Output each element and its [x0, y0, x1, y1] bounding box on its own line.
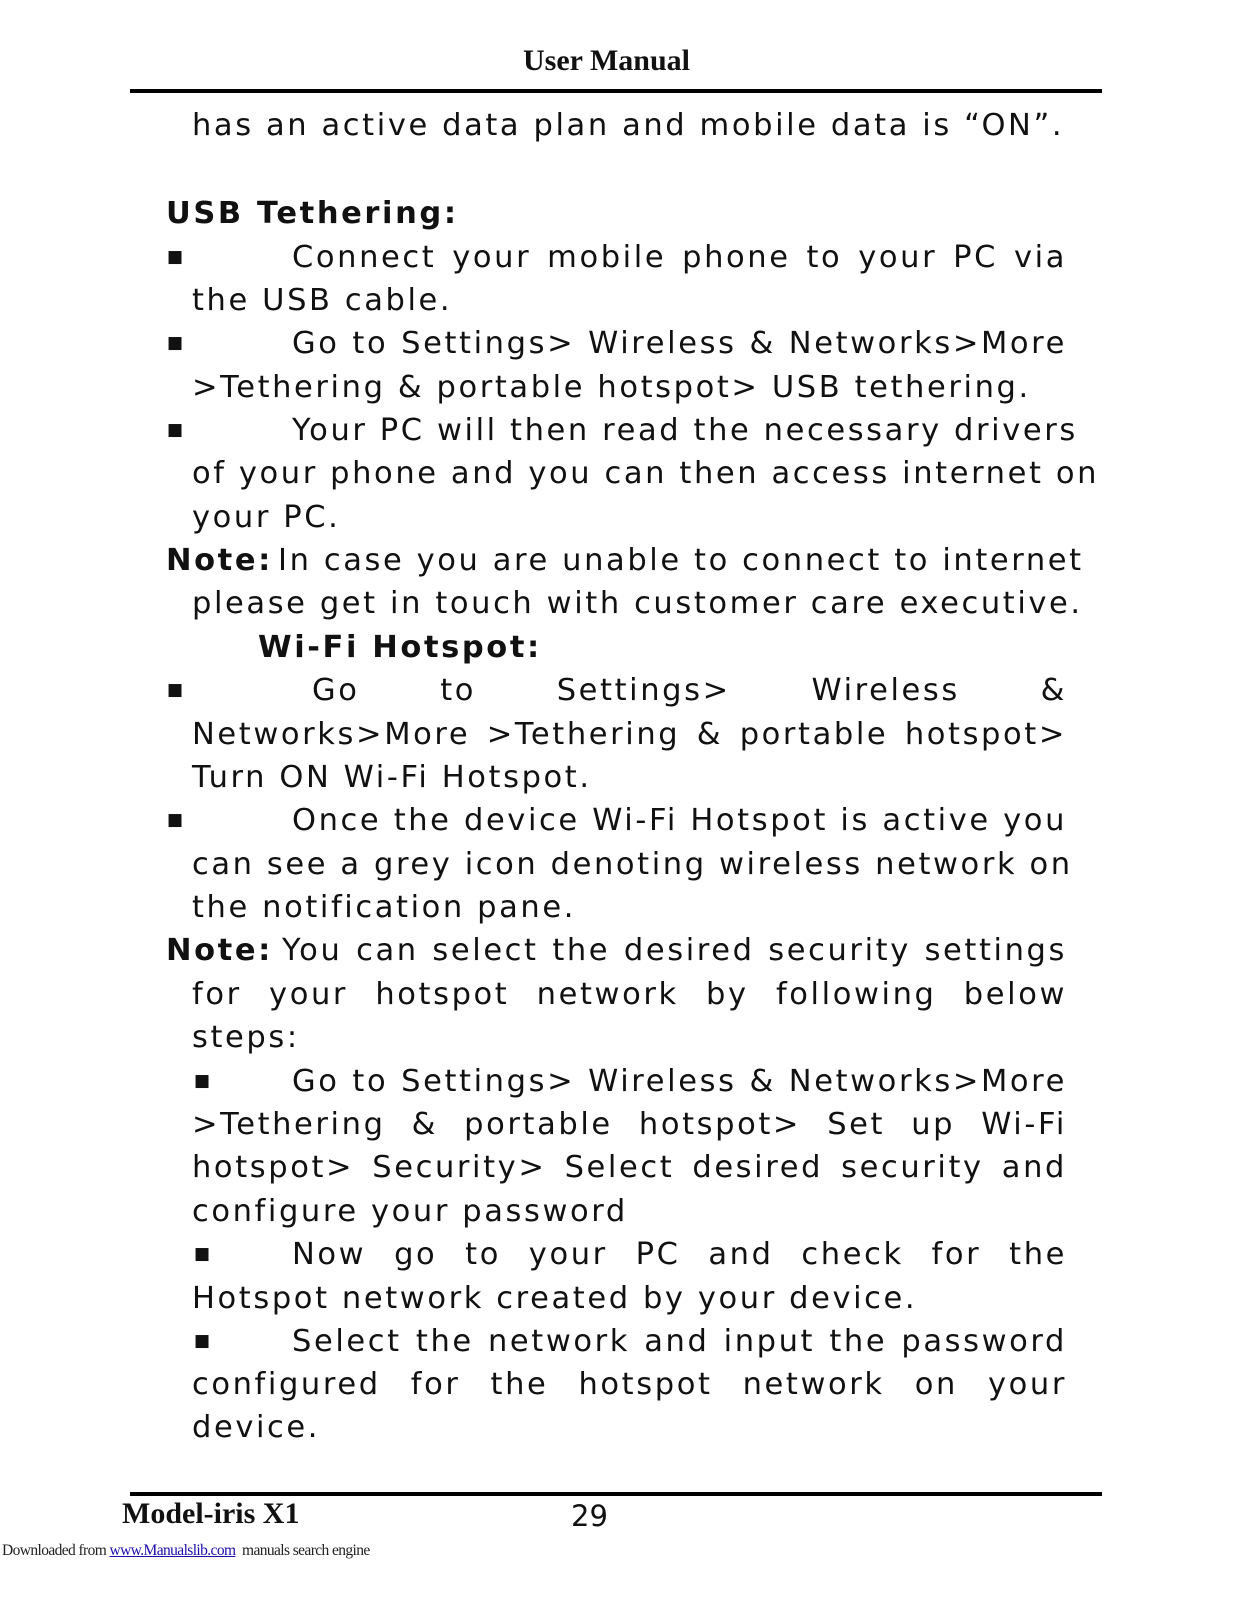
- header-title: User Manual: [523, 44, 690, 77]
- manualslib-link[interactable]: www.Manualslib.com: [109, 1542, 236, 1559]
- security-step-2-line-2: Hotspot network created by your device.: [192, 1281, 918, 1316]
- usb-step-3-line-3: your PC.: [192, 500, 341, 535]
- usb-step-3-line-2: of your phone and you can then access internet on: [192, 456, 1100, 491]
- square-bullet-icon: ■: [194, 1331, 213, 1351]
- header-rule: [130, 89, 1102, 93]
- square-bullet-icon: ■: [167, 810, 186, 830]
- square-bullet-icon: ■: [167, 333, 186, 353]
- wifi-step-1-line-3: Turn ON Wi-Fi Hotspot.: [192, 760, 592, 795]
- usb-tethering-heading: USB Tethering:: [166, 196, 459, 231]
- wifi-step-2-line-1: Once the device Wi-Fi Hotspot is active you: [292, 803, 1067, 838]
- security-step-3-line-1: Select the network and input the password: [292, 1324, 1067, 1359]
- square-bullet-icon: ■: [167, 680, 186, 700]
- usb-note-line-1: In case you are unable to connect to internet: [278, 543, 1084, 578]
- wifi-note-line-2: for your hotspot network by following below: [192, 977, 1067, 1012]
- security-step-3-line-3: device.: [192, 1410, 321, 1445]
- security-step-1-line-2: >Tethering & portable hotspot> Set up Wi-Fi: [192, 1107, 1067, 1142]
- wifi-note-line-1: You can select the desired security settings: [282, 933, 1067, 968]
- security-step-1-line-3: hotspot> Security> Select desired security and: [192, 1150, 1067, 1185]
- square-bullet-icon: ■: [194, 1071, 213, 1091]
- wifi-step-1-line-1: Go to Settings> Wireless &: [312, 673, 1067, 708]
- download-attribution: [2, 1542, 370, 1560]
- intro-text: has an active data plan and mobile data is “ON”.: [192, 108, 1065, 143]
- footer-model-name: Model-iris X1: [122, 1497, 300, 1530]
- square-bullet-icon: ■: [167, 420, 186, 440]
- page-header: [0, 44, 1237, 78]
- download-suffix: manuals search engine: [235, 1542, 370, 1559]
- usb-step-2-line-2: >Tethering & portable hotspot> USB tethering.: [192, 370, 1031, 405]
- square-bullet-icon: ■: [167, 247, 186, 267]
- security-step-2-line-1: Now go to your PC and check for the: [292, 1237, 1067, 1272]
- security-step-1-line-1: Go to Settings> Wireless & Networks>More: [292, 1064, 1067, 1099]
- usb-note-line-2: please get in touch with customer care executive.: [192, 586, 1083, 621]
- usb-step-1-line-2: the USB cable.: [192, 283, 453, 318]
- square-bullet-icon: ■: [194, 1244, 213, 1264]
- usb-step-2-line-1: Go to Settings> Wireless & Networks>More: [292, 326, 1067, 361]
- wifi-note-line-3: steps:: [192, 1020, 300, 1055]
- wifi-hotspot-heading: Wi-Fi Hotspot:: [258, 630, 542, 665]
- download-prefix: Downloaded from: [2, 1542, 110, 1559]
- wifi-note-label: Note:: [166, 933, 273, 968]
- wifi-step-2-line-3: the notification pane.: [192, 890, 577, 925]
- usb-step-3-line-1: Your PC will then read the necessary drivers: [292, 413, 1078, 448]
- wifi-step-1-line-2: Networks>More >Tethering & portable hotspot>: [192, 717, 1067, 752]
- wifi-step-2-line-2: can see a grey icon denoting wireless network on: [192, 847, 1073, 882]
- footer-rule: [130, 1492, 1102, 1496]
- usb-note-label: Note:: [166, 543, 273, 578]
- usb-step-1-line-1: Connect your mobile phone to your PC via: [292, 240, 1067, 275]
- security-step-1-line-4: configure your password: [192, 1194, 628, 1229]
- security-step-3-line-2: configured for the hotspot network on your: [192, 1367, 1067, 1402]
- page-number: 29: [571, 1499, 608, 1533]
